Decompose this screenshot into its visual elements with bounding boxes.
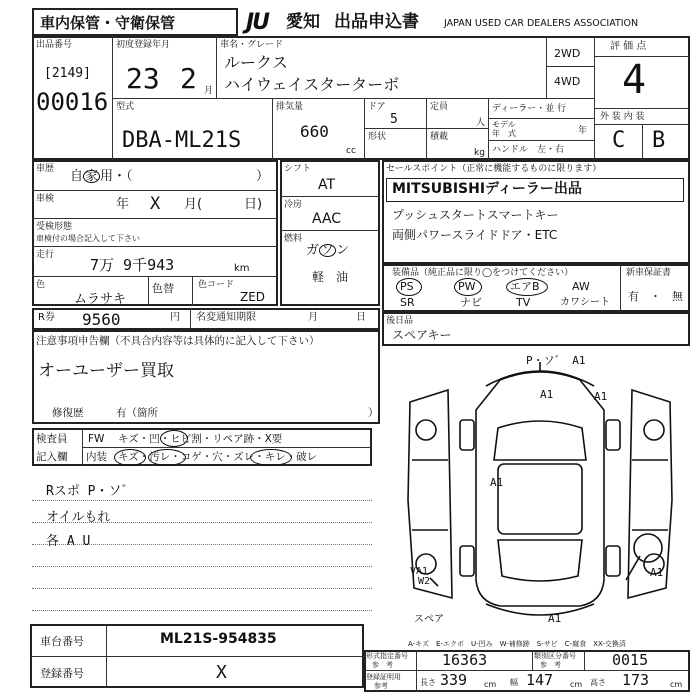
color-value: ムラサキ bbox=[74, 292, 127, 307]
registration-year: 23 bbox=[126, 62, 160, 95]
notice-day: 日 bbox=[356, 312, 366, 323]
damage-mark-bottom: A1 bbox=[548, 612, 562, 625]
capacity-label: 定員 bbox=[430, 102, 449, 112]
equip-tv: TV bbox=[516, 296, 531, 309]
registration-month: 2 bbox=[180, 62, 197, 95]
form-title: 出品申込書 bbox=[334, 12, 419, 32]
color-code: ZED bbox=[240, 290, 266, 304]
damage-legend: A-キズ E-エクボ U-凹み W-補修跡 S-サビ C-腐食 XX-交換済 bbox=[408, 640, 626, 648]
grade-label: 評 価 点 bbox=[610, 41, 647, 52]
repair-value: 有（箇所 bbox=[116, 407, 158, 419]
type-label: 形式指定番号 bbox=[366, 652, 408, 660]
association-name: JAPAN USED CAR DEALERS ASSOCIATION bbox=[444, 18, 639, 29]
shape-label: 形状 bbox=[368, 132, 387, 142]
warranty-value: 有 ・ 無 bbox=[628, 290, 683, 303]
recycle-amount: 9560 bbox=[82, 310, 121, 329]
displacement-label: 排気量 bbox=[276, 102, 304, 112]
car-name-label: 車名・グレード bbox=[220, 40, 284, 50]
model-code: DBA-ML21S bbox=[122, 128, 242, 153]
exterior-grade: C bbox=[612, 128, 626, 153]
shift-label: シフト bbox=[284, 164, 312, 174]
chassis-label: 車台番号 bbox=[40, 635, 84, 648]
damage-mark-va1: VA1 bbox=[410, 566, 429, 577]
history-post: 用・（ bbox=[100, 169, 133, 184]
plate-mark: X bbox=[216, 662, 227, 683]
handwritten-note-1: Rスポ P・ソ゛ bbox=[46, 484, 135, 499]
drive-2wd: 2WD bbox=[554, 47, 581, 60]
reg-cert-label: 登録証明用 bbox=[366, 673, 401, 681]
height-value: 173 bbox=[622, 671, 650, 689]
length-label: 長さ bbox=[420, 678, 436, 687]
dealer-label: ディーラー・並 行 bbox=[492, 104, 567, 114]
shift-value: AT bbox=[318, 177, 336, 193]
inspector-circle-hole bbox=[250, 449, 292, 466]
history-close: ） bbox=[256, 169, 270, 184]
damage-mark-right: A1 bbox=[650, 566, 664, 579]
capacity-unit: 人 bbox=[476, 118, 486, 128]
color-code-label: 色コード bbox=[198, 280, 235, 290]
fuel-diesel: 軽 油 bbox=[312, 270, 349, 284]
fuel-pre: ガ bbox=[306, 243, 320, 258]
color-label: 色 bbox=[36, 280, 46, 290]
height-label: 高さ bbox=[590, 678, 606, 687]
inspector-label-1: 検査員 bbox=[36, 433, 68, 445]
model-year-unit: 年 bbox=[578, 126, 588, 136]
displacement-unit: cc bbox=[346, 146, 356, 156]
width-label: 幅 bbox=[510, 678, 518, 687]
inspection-label: 車検 bbox=[36, 194, 55, 204]
inspector-circle-stain bbox=[148, 449, 186, 466]
reg-cert-sub: 参考 bbox=[374, 682, 388, 690]
car-grade: ハイウェイスターターボ bbox=[224, 75, 400, 94]
equipment-label: 装備品（純正品に限り◯をつけてください） bbox=[392, 268, 574, 278]
fuel-post: ン bbox=[336, 243, 350, 258]
notice-month: 月 bbox=[308, 312, 318, 323]
fuel-label: 燃料 bbox=[284, 234, 303, 244]
ext-int-label: 外 装 内 装 bbox=[600, 112, 645, 122]
car-name: ルークス bbox=[224, 53, 288, 72]
class-label: 類別区分番号 bbox=[534, 652, 576, 660]
recycle-label: R券 bbox=[38, 312, 55, 323]
inspector-label-2: 記入欄 bbox=[36, 451, 68, 463]
model-label: 型式 bbox=[116, 102, 135, 112]
recycle-unit: 円 bbox=[170, 312, 180, 323]
load-unit: kg bbox=[474, 148, 485, 158]
handwritten-note-2: オイルもれ bbox=[46, 510, 111, 525]
load-label: 積載 bbox=[430, 132, 449, 142]
model-year-label: モデル 年 式 bbox=[492, 120, 516, 138]
inspector-circle-scratch bbox=[114, 449, 146, 466]
accept-note: 車検付の場合記入して下さい bbox=[36, 234, 140, 243]
history-circled: 家 bbox=[85, 169, 99, 184]
inspection-close: 日) bbox=[244, 197, 263, 212]
fuel-gasoline bbox=[306, 244, 349, 258]
damage-mark-w2: W2 bbox=[418, 576, 431, 587]
equip-sr: SR bbox=[400, 296, 415, 309]
door-label: ドア bbox=[368, 102, 386, 112]
type-sub: 参 考 bbox=[372, 661, 393, 669]
length-unit: cm bbox=[484, 680, 497, 689]
chassis-number: ML21S-954835 bbox=[160, 631, 277, 647]
height-unit: cm bbox=[670, 680, 683, 689]
equip-circle-pw bbox=[454, 278, 482, 296]
damage-mark-hood: A1 bbox=[540, 388, 554, 401]
equip-ps: PS bbox=[400, 280, 414, 293]
drive-4wd: 4WD bbox=[554, 75, 581, 88]
equip-airbag: エアB bbox=[510, 280, 540, 293]
selling-point-1: MITSUBISHIディーラー出品 bbox=[392, 181, 582, 197]
equip-navi: ナビ bbox=[460, 296, 482, 309]
lot-label: 出品番号 bbox=[36, 40, 73, 50]
interior-grade: B bbox=[652, 128, 666, 153]
warranty-label: 新車保証書 bbox=[626, 268, 672, 278]
damage-mark-spare: スペア bbox=[414, 614, 444, 625]
inspector-row2-tag: 内装 bbox=[86, 451, 107, 463]
notice-label: 名変通知期限 bbox=[196, 312, 256, 323]
equip-pw: PW bbox=[458, 280, 476, 293]
displacement-value: 660 bbox=[300, 122, 329, 141]
damage-mark-front: P・ソ゛ A1 bbox=[526, 354, 586, 367]
equip-circle-ps bbox=[396, 278, 422, 296]
mileage-value: 7万 9千943 bbox=[90, 256, 175, 274]
attachments-label: 後日品 bbox=[386, 316, 414, 326]
notes-label: 注意事項申告欄（不具合内容等は具体的に記入して下さい） bbox=[36, 335, 320, 347]
fuel-circled: ソ bbox=[321, 243, 335, 258]
grade-score: 4 bbox=[622, 57, 647, 103]
inspection-month: 月( bbox=[184, 197, 203, 212]
class-number: 0015 bbox=[612, 651, 649, 669]
damage-mark-rear: A1 bbox=[490, 476, 504, 489]
damage-mark-left: A1 bbox=[594, 390, 608, 403]
brand-logo: JU bbox=[246, 10, 269, 35]
accept-label: 受検形態 bbox=[36, 222, 73, 232]
history-label: 車歴 bbox=[36, 164, 55, 174]
storage-note-box bbox=[32, 8, 238, 36]
class-sub: 参 考 bbox=[540, 661, 561, 669]
inspector-row1-tag: FW bbox=[88, 433, 105, 445]
inspection-year: 年 bbox=[116, 197, 130, 212]
history-value bbox=[70, 170, 133, 184]
equip-circle-airbag bbox=[506, 278, 548, 296]
mileage-label: 走行 bbox=[36, 250, 55, 260]
history-pre: 自 bbox=[70, 169, 84, 184]
repair-label: 修復歴 bbox=[52, 407, 84, 419]
plate-label: 登録番号 bbox=[40, 667, 84, 680]
brand-name: 愛知 bbox=[286, 12, 320, 32]
repair-close: ） bbox=[368, 407, 379, 419]
selling-points-label: セールスポイント（正常に機能するものに限ります） bbox=[386, 164, 602, 174]
inspector-row2-items: キズ・汚レ・コゲ・穴・ズレ・キレ・破レ bbox=[118, 451, 318, 463]
inspector-circle-dent bbox=[160, 430, 188, 447]
registration-label: 初度登録年月 bbox=[116, 40, 171, 50]
door-count: 5 bbox=[390, 112, 398, 127]
registration-month-unit: 月 bbox=[204, 86, 214, 96]
selling-point-3: 両側パワースライドドア・ETC bbox=[392, 228, 558, 242]
bracket-number: [2149] bbox=[44, 66, 91, 81]
notes-value: オーユーザー買取 bbox=[38, 361, 174, 381]
storage-note: 車内保管・守衛保管 bbox=[40, 14, 176, 32]
aircon-value: AAC bbox=[312, 211, 342, 227]
equip-leather-seat: カワシート bbox=[560, 297, 610, 308]
width-unit: cm bbox=[570, 680, 583, 689]
repaint-label: 色替 bbox=[152, 282, 174, 295]
mileage-unit: km bbox=[234, 263, 250, 274]
aircon-label: 冷房 bbox=[284, 200, 303, 210]
type-number: 16363 bbox=[442, 651, 488, 669]
selling-point-2: プッシュスタートスマートキー bbox=[392, 208, 559, 222]
width-value: 147 bbox=[526, 671, 554, 689]
handle-label: ハンドル 左・右 bbox=[492, 145, 565, 155]
lot-number: 00016 bbox=[36, 88, 109, 116]
inspector-row1-items: キズ・凹・ヒビ割・リペア跡・X要 bbox=[118, 433, 283, 445]
handwritten-note-3: 各 A U bbox=[46, 534, 91, 549]
length-value: 339 bbox=[440, 671, 468, 689]
attachments-value: スペアキー bbox=[392, 328, 452, 342]
equip-aw: AW bbox=[572, 280, 590, 293]
inspection-mark: X bbox=[150, 194, 161, 214]
